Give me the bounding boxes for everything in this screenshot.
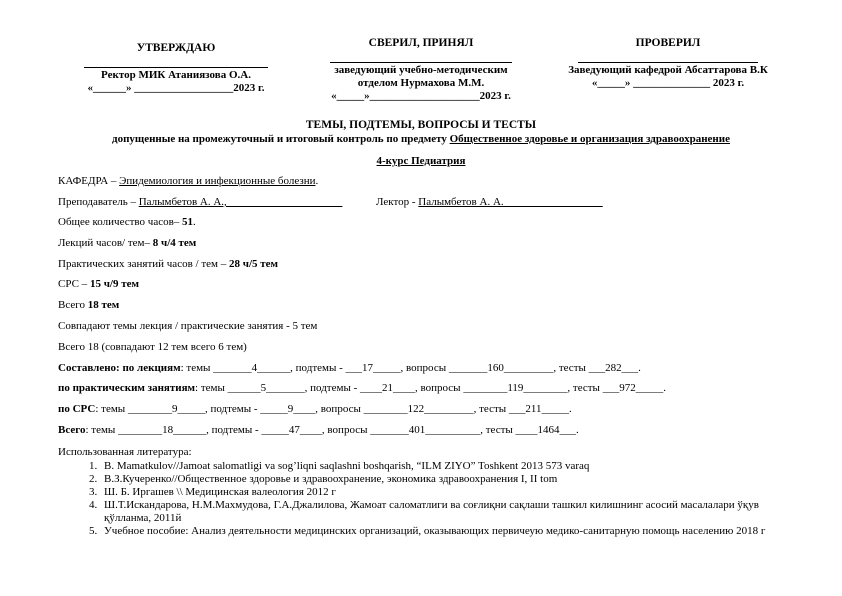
total-topics-label: Всего: [58, 299, 88, 311]
list-item: 5. Учебное пособие: Анализ деятельности медицинских организаций, оказывающих первичеую медико-санитарную помощь населению 2018 г: [100, 525, 778, 538]
literature-heading: Использованная литература:: [58, 446, 192, 458]
summary-practical-label: по практическим занятиям: [58, 382, 196, 394]
list-item: 1. B. Mamatkulov//Jamoat salomatligi va sog’liqni saqlashni boshqarish, “ILM ZIYO” Toshkent 2013 573 varaq: [100, 460, 778, 473]
total-hours-end: .: [193, 216, 196, 228]
department-row: [58, 175, 318, 188]
total-hours-label: Общее количество часов–: [58, 216, 183, 228]
verify-position-line2: отделом Нурмахова М.М.: [357, 77, 485, 89]
approve-block: [78, 42, 274, 95]
srs-hours-label: СРС –: [58, 278, 90, 290]
document-subtitle: [0, 132, 842, 146]
srs-hours-row: [58, 278, 139, 291]
lecturer-row: [376, 196, 603, 209]
total-hours-row: [58, 216, 196, 229]
practical-hours-label: Практических занятий часов / тем –: [58, 258, 229, 270]
verify-position-line1: заведующий учебно-методическим: [334, 64, 508, 76]
lectures-hours-value: 8 ч/4 тем: [152, 237, 197, 249]
practical-hours-value: 28 ч/5 тем: [228, 258, 279, 270]
summary-srs-row: [58, 403, 572, 416]
summary-practical-row: [58, 382, 666, 395]
summary-total-label: Всего: [58, 424, 86, 436]
signature-line: [578, 50, 758, 63]
lectures-hours-label: Лекций часов/ тем–: [58, 237, 153, 249]
check-position: Заведующий кафедрой Абсаттарова В.К: [568, 64, 768, 76]
verify-heading: СВЕРИЛ, ПРИНЯЛ: [368, 37, 474, 49]
teacher-name: Палымбетов А. А.,_____________________: [138, 196, 343, 208]
total-topics-row: [58, 299, 119, 312]
lectures-hours-row: [58, 237, 196, 250]
summary-lectures-values: : темы _______4______, подтемы - ___17_____, вопросы _______160_________, тесты ___282___.: [180, 362, 641, 374]
lecturer-name: Палымбетов А. А.__________________: [418, 196, 603, 208]
summary-total-row: [58, 424, 579, 437]
total-coincide-row: Всего 18 (совпадают 12 тем всего 6 тем): [58, 341, 247, 353]
summary-total-values: : темы ________18______, подтемы - _____47____, вопросы _______401__________, тесты ____1464___.: [85, 424, 579, 436]
approve-date: «______» __________________2023 г.: [87, 82, 265, 94]
department-name: Эпидемиология и инфекционные болезни: [119, 175, 316, 187]
literature-section: [58, 446, 778, 538]
practical-hours-row: [58, 258, 278, 271]
summary-lectures-row: [58, 362, 641, 375]
summary-practical-values: : темы ______5_______, подтемы - ____21____, вопросы ________119________, тесты ___972_____.: [195, 382, 666, 394]
literature-list: [58, 460, 778, 538]
check-heading: ПРОВЕРИЛ: [635, 37, 701, 49]
signature-line: [84, 55, 268, 68]
verify-block: [318, 37, 524, 103]
teacher-row: [58, 196, 342, 209]
coincide-row: Совпадают темы лекция / практические занятия - 5 тем: [58, 320, 318, 332]
list-item: 3. Ш. Б. Иргашев \\ Медицинская валеология 2012 г: [100, 486, 778, 499]
teacher-label: Преподаватель –: [58, 196, 139, 208]
total-topics-value: 18 тем: [87, 299, 120, 311]
list-item: 4. Ш.Т.Искандарова, Н.М.Махмудова, Г.А.Джалилова, Жамоат саломатлиги ва соғлиқни сақлаши ташкил килишнинг асосий масалалари ўқув қўлланма, 2011й: [100, 499, 778, 525]
approve-name: Ректор МИК Атаниязова О.А.: [101, 69, 251, 81]
summary-srs-values: : темы ________9_____, подтемы - _____9____, вопросы ________122_________, тесты ___211_____.: [95, 403, 572, 415]
subject-name: Общественное здоровье и организация здравоохранение: [449, 133, 730, 145]
lecturer-label: Лектор -: [376, 196, 419, 208]
subtitle-prefix: допущенные на промежуточный и итоговый контроль по предмету: [112, 133, 450, 145]
signature-line: [330, 50, 512, 63]
summary-lectures-label: Составлено: по лекциям: [58, 362, 181, 374]
approve-heading: УТВЕРЖДАЮ: [136, 42, 216, 54]
department-label: КАФЕДРА –: [58, 175, 120, 187]
list-item: 2. В.З.Кучеренко//Общественное здоровье и здравоохранение, экономика здравоохранения I, II tom: [100, 473, 778, 486]
document-title: ТЕМЫ, ПОДТЕМЫ, ВОПРОСЫ И ТЕСТЫ: [305, 119, 537, 131]
verify-date: «_____»____________________2023 г.: [331, 90, 511, 102]
department-end: .: [315, 175, 319, 187]
course-title: 4-курс Педиатрия: [376, 155, 466, 167]
srs-hours-value: 15 ч/9 тем: [89, 278, 139, 290]
summary-srs-label: по СРС: [58, 403, 96, 415]
check-block: [556, 37, 780, 90]
total-hours-value: 51: [182, 216, 194, 228]
check-date: «_____» ______________ 2023 г.: [591, 77, 745, 89]
